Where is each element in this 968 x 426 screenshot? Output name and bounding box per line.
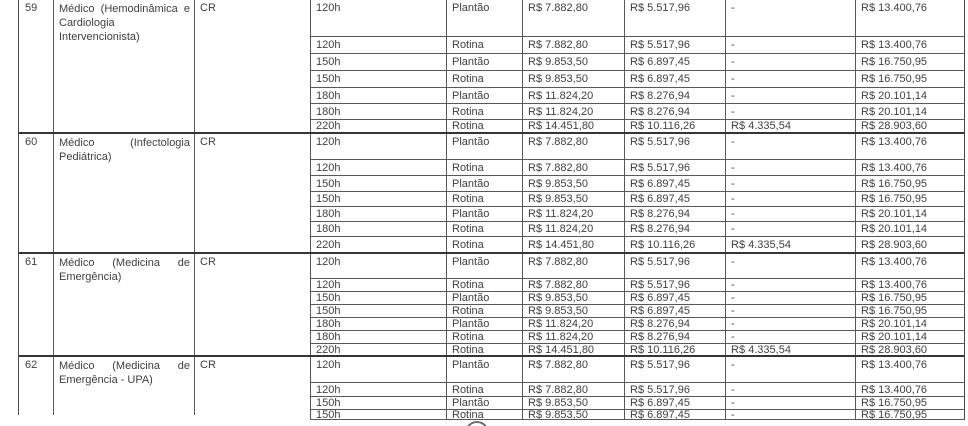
salary-1-cell: R$ 9.853,50 — [523, 54, 625, 71]
salary-3-cell: R$ 4.335,54 — [726, 344, 856, 355]
salary-3-cell: - — [726, 176, 856, 192]
title-word: Emergência) — [59, 271, 122, 283]
salary-3-cell: - — [726, 37, 856, 54]
salary-total-cell: R$ 13.400,76 — [856, 279, 964, 292]
salary-1-cell: R$ 7.882,80 — [523, 0, 625, 37]
salary-total-cell: R$ 13.400,76 — [856, 383, 964, 397]
salary-2-cell: R$ 6.897,45 — [625, 305, 726, 318]
workload-cell: 180h — [311, 207, 447, 222]
shift-cell: Rotina — [447, 344, 523, 355]
shift-cell: Plantão — [447, 254, 523, 279]
salary-3-cell: - — [726, 104, 856, 120]
salary-1-cell: R$ 9.853,50 — [523, 192, 625, 207]
job-title-cell — [54, 0, 195, 132]
salary-2-cell: R$ 8.276,94 — [625, 88, 726, 104]
workload-cell: 220h — [311, 120, 447, 132]
shift-cell: Rotina — [447, 160, 523, 176]
salary-total-cell: R$ 13.400,76 — [856, 0, 964, 37]
salary-3-cell: - — [726, 331, 856, 344]
cr-cell: CR — [195, 357, 311, 420]
salary-total-cell: R$ 16.750,95 — [856, 176, 964, 192]
salary-1-cell: R$ 11.824,20 — [523, 104, 625, 120]
job-number-cell: 62 — [19, 357, 54, 420]
salary-2-cell: R$ 6.897,45 — [625, 192, 726, 207]
salary-1-cell: R$ 7.882,80 — [523, 357, 625, 383]
salary-total-cell: R$ 20.101,14 — [856, 318, 964, 331]
salary-1-cell: R$ 9.853,50 — [523, 410, 625, 420]
salary-2-cell: R$ 5.517,96 — [625, 37, 726, 54]
salary-3-cell: - — [726, 383, 856, 397]
job-title-cell — [54, 254, 195, 355]
shift-cell: Rotina — [447, 279, 523, 292]
salary-total-cell: R$ 13.400,76 — [856, 134, 964, 160]
salary-3-cell: - — [726, 397, 856, 410]
salary-total-cell: R$ 16.750,95 — [856, 54, 964, 71]
job-title-cell — [54, 357, 195, 420]
job-title-line — [59, 359, 190, 373]
salary-1-cell: R$ 7.882,80 — [523, 134, 625, 160]
salary-3-cell: - — [726, 254, 856, 279]
salary-1-cell: R$ 14.451,80 — [523, 120, 625, 132]
salary-2-cell: R$ 8.276,94 — [625, 104, 726, 120]
salary-1-cell: R$ 9.853,50 — [523, 397, 625, 410]
title-word: Intervencionista) — [59, 31, 140, 43]
salary-3-cell: - — [726, 410, 856, 420]
job-title-line — [59, 2, 190, 16]
salary-1-cell: R$ 11.824,20 — [523, 88, 625, 104]
workload-cell: 120h — [311, 279, 447, 292]
salary-total-cell: R$ 20.101,14 — [856, 88, 964, 104]
workload-cell: 180h — [311, 222, 447, 237]
workload-cell: 120h — [311, 134, 447, 160]
salary-3-cell: - — [726, 305, 856, 318]
page-number-badge — [465, 421, 489, 426]
salary-1-cell: R$ 11.824,20 — [523, 207, 625, 222]
workload-cell: 150h — [311, 176, 447, 192]
shift-cell: Plantão — [447, 357, 523, 383]
job-block-59 — [19, 0, 964, 132]
salary-3-cell: - — [726, 292, 856, 305]
salary-total-cell: R$ 28.903,60 — [861, 120, 928, 132]
salary-1-cell: R$ 9.853,50 — [523, 71, 625, 88]
title-word: e — [183, 3, 190, 15]
job-number-cell: 59 — [19, 0, 54, 132]
salary-1-cell: R$ 11.824,20 — [523, 331, 625, 344]
title-word: Pediátrica) — [59, 151, 112, 163]
shift-cell: Plantão — [447, 207, 523, 222]
workload-cell: 120h — [311, 0, 447, 37]
salary-total-cell: R$ 28.903,60 — [861, 344, 928, 355]
shift-cell: Rotina — [447, 120, 523, 132]
salary-total-cell: R$ 13.400,76 — [856, 160, 964, 176]
job-number-cell: 60 — [19, 134, 54, 252]
shift-cell: Plantão — [447, 292, 523, 305]
salary-2-cell: R$ 10.116,26 — [625, 237, 726, 252]
salary-3-cell: R$ 4.335,54 — [726, 120, 856, 132]
job-block-62 — [19, 355, 964, 420]
workload-cell: 150h — [311, 292, 447, 305]
salary-1-cell: R$ 14.451,80 — [523, 237, 625, 252]
salary-2-cell: R$ 5.517,96 — [625, 134, 726, 160]
shift-cell: Rotina — [447, 410, 523, 420]
job-block-61 — [19, 252, 964, 355]
workload-cell: 120h — [311, 160, 447, 176]
title-word: Cardiologia — [59, 17, 115, 29]
salary-1-cell: R$ 7.882,80 — [523, 160, 625, 176]
salary-2-cell: R$ 8.276,94 — [625, 207, 726, 222]
workload-cell: 220h — [311, 237, 447, 252]
salary-total-cell: R$ 16.750,95 — [856, 292, 964, 305]
salary-2-cell: R$ 5.517,96 — [625, 383, 726, 397]
salary-3-cell: - — [726, 160, 856, 176]
salary-total-cell: R$ 16.750,95 — [856, 192, 964, 207]
salary-3-cell: R$ 4.335,54 — [726, 237, 856, 252]
job-title-line — [59, 373, 190, 387]
cr-cell: CR — [195, 134, 311, 252]
salary-1-cell: R$ 7.882,80 — [523, 279, 625, 292]
workload-cell: 180h — [311, 88, 447, 104]
salary-3-cell: - — [726, 54, 856, 71]
title-word: - — [120, 374, 125, 386]
shift-cell: Rotina — [447, 37, 523, 54]
title-word: Médico — [59, 137, 95, 149]
title-word: (Infectologia — [130, 137, 190, 149]
salary-2-cell: R$ 6.897,45 — [625, 292, 726, 305]
salary-1-cell: R$ 9.853,50 — [523, 305, 625, 318]
shift-cell: Plantão — [447, 397, 523, 410]
job-title-line — [59, 150, 190, 164]
salary-3-cell: - — [726, 279, 856, 292]
shift-cell: Rotina — [447, 222, 523, 237]
title-word: (Medicina — [112, 360, 160, 372]
shift-cell: Rotina — [447, 104, 523, 120]
salary-2-cell: R$ 5.517,96 — [625, 357, 726, 383]
job-block-60 — [19, 132, 964, 252]
workload-cell: 120h — [311, 37, 447, 54]
salary-1-cell: R$ 9.853,50 — [523, 176, 625, 192]
salary-total-cell: R$ 13.400,76 — [856, 254, 964, 279]
salary-2-cell: R$ 8.276,94 — [625, 331, 726, 344]
salary-total-cell: R$ 20.101,14 — [856, 222, 964, 237]
workload-cell: 150h — [311, 54, 447, 71]
salary-total-cell: R$ 16.750,95 — [856, 305, 964, 318]
salary-total-cell: R$ 13.400,76 — [856, 37, 964, 54]
shift-cell: Plantão — [447, 0, 523, 37]
workload-cell: 120h — [311, 383, 447, 397]
salary-2-cell: R$ 5.517,96 — [625, 0, 726, 37]
salary-3-cell: - — [726, 134, 856, 160]
title-word: (Medicina — [112, 257, 160, 269]
workload-cell: 150h — [311, 71, 447, 88]
salary-2-cell: R$ 6.897,45 — [625, 176, 726, 192]
workload-cell: 180h — [311, 318, 447, 331]
shift-cell: Plantão — [447, 134, 523, 160]
job-title-line — [59, 256, 190, 270]
salary-3-cell: - — [726, 192, 856, 207]
salary-2-cell: R$ 5.517,96 — [625, 160, 726, 176]
salary-3-cell: - — [726, 222, 856, 237]
title-word: Médico — [59, 360, 95, 372]
shift-cell: Plantão — [447, 318, 523, 331]
salary-2-cell: R$ 6.897,45 — [625, 397, 726, 410]
cr-cell: CR — [195, 254, 311, 355]
salary-total-cell: R$ 16.750,95 — [856, 71, 964, 88]
salary-3-cell: - — [726, 71, 856, 88]
workload-cell: 220h — [311, 344, 447, 355]
title-word: (Hemodinâmica — [100, 3, 178, 15]
job-title-cell — [54, 134, 195, 252]
workload-cell: 150h — [311, 397, 447, 410]
salary-3-cell: - — [726, 0, 856, 37]
shift-cell: Plantão — [447, 54, 523, 71]
shift-cell: Rotina — [447, 331, 523, 344]
title-word: UPA) — [127, 374, 153, 386]
salary-3-cell: - — [726, 318, 856, 331]
shift-cell: Rotina — [447, 192, 523, 207]
salary-1-cell: R$ 7.882,80 — [523, 254, 625, 279]
shift-cell: Rotina — [447, 383, 523, 397]
title-word: Médico — [59, 257, 95, 269]
salary-total-cell: R$ 28.903,60 — [861, 238, 928, 251]
workload-cell: 150h — [311, 305, 447, 318]
salary-2-cell: R$ 8.276,94 — [625, 318, 726, 331]
workload-cell: 180h — [311, 331, 447, 344]
salary-2-cell: R$ 8.276,94 — [625, 222, 726, 237]
salary-2-cell: R$ 6.897,45 — [625, 71, 726, 88]
cr-cell: CR — [195, 0, 311, 132]
salary-total-cell: R$ 20.101,14 — [856, 207, 964, 222]
job-title-line — [59, 16, 190, 30]
salary-1-cell: R$ 11.824,20 — [523, 318, 625, 331]
salary-total-cell: R$ 16.750,95 — [856, 410, 964, 420]
page-cut-whitespace — [0, 415, 306, 426]
salary-total-cell: R$ 16.750,95 — [856, 397, 964, 410]
title-word: Emergência — [59, 374, 118, 386]
salary-3-cell: - — [726, 357, 856, 383]
salary-2-cell: R$ 10.116,26 — [625, 344, 726, 355]
salary-2-cell: R$ 5.517,96 — [625, 279, 726, 292]
salary-1-cell: R$ 9.853,50 — [523, 292, 625, 305]
workload-cell: 180h — [311, 104, 447, 120]
title-word: de — [177, 360, 190, 372]
title-word: Médico — [59, 3, 95, 15]
shift-cell: Plantão — [447, 88, 523, 104]
job-title-line — [59, 270, 190, 284]
salary-1-cell: R$ 7.882,80 — [523, 37, 625, 54]
workload-cell: 150h — [311, 192, 447, 207]
shift-cell: Rotina — [447, 305, 523, 318]
salary-2-cell: R$ 6.897,45 — [625, 54, 726, 71]
shift-cell: Rotina — [447, 237, 523, 252]
salary-total-cell: R$ 20.101,14 — [856, 104, 964, 120]
salary-1-cell: R$ 7.882,80 — [523, 383, 625, 397]
job-number-cell: 61 — [19, 254, 54, 355]
salary-2-cell: R$ 6.897,45 — [625, 410, 726, 420]
workload-cell: 150h — [311, 410, 447, 420]
salary-2-cell: R$ 5.517,96 — [625, 254, 726, 279]
job-title-line — [59, 136, 190, 150]
salary-table — [18, 0, 965, 420]
workload-cell: 120h — [311, 357, 447, 383]
salary-1-cell: R$ 11.824,20 — [523, 222, 625, 237]
salary-2-cell: R$ 10.116,26 — [625, 120, 726, 132]
shift-cell: Plantão — [447, 176, 523, 192]
title-word: de — [177, 257, 190, 269]
salary-total-cell: R$ 13.400,76 — [856, 357, 964, 383]
salary-1-cell: R$ 14.451,80 — [523, 344, 625, 355]
job-title-line — [59, 30, 190, 44]
salary-3-cell: - — [726, 88, 856, 104]
salary-total-cell: R$ 20.101,14 — [856, 331, 964, 344]
shift-cell: Rotina — [447, 71, 523, 88]
workload-cell: 120h — [311, 254, 447, 279]
salary-3-cell: - — [726, 207, 856, 222]
